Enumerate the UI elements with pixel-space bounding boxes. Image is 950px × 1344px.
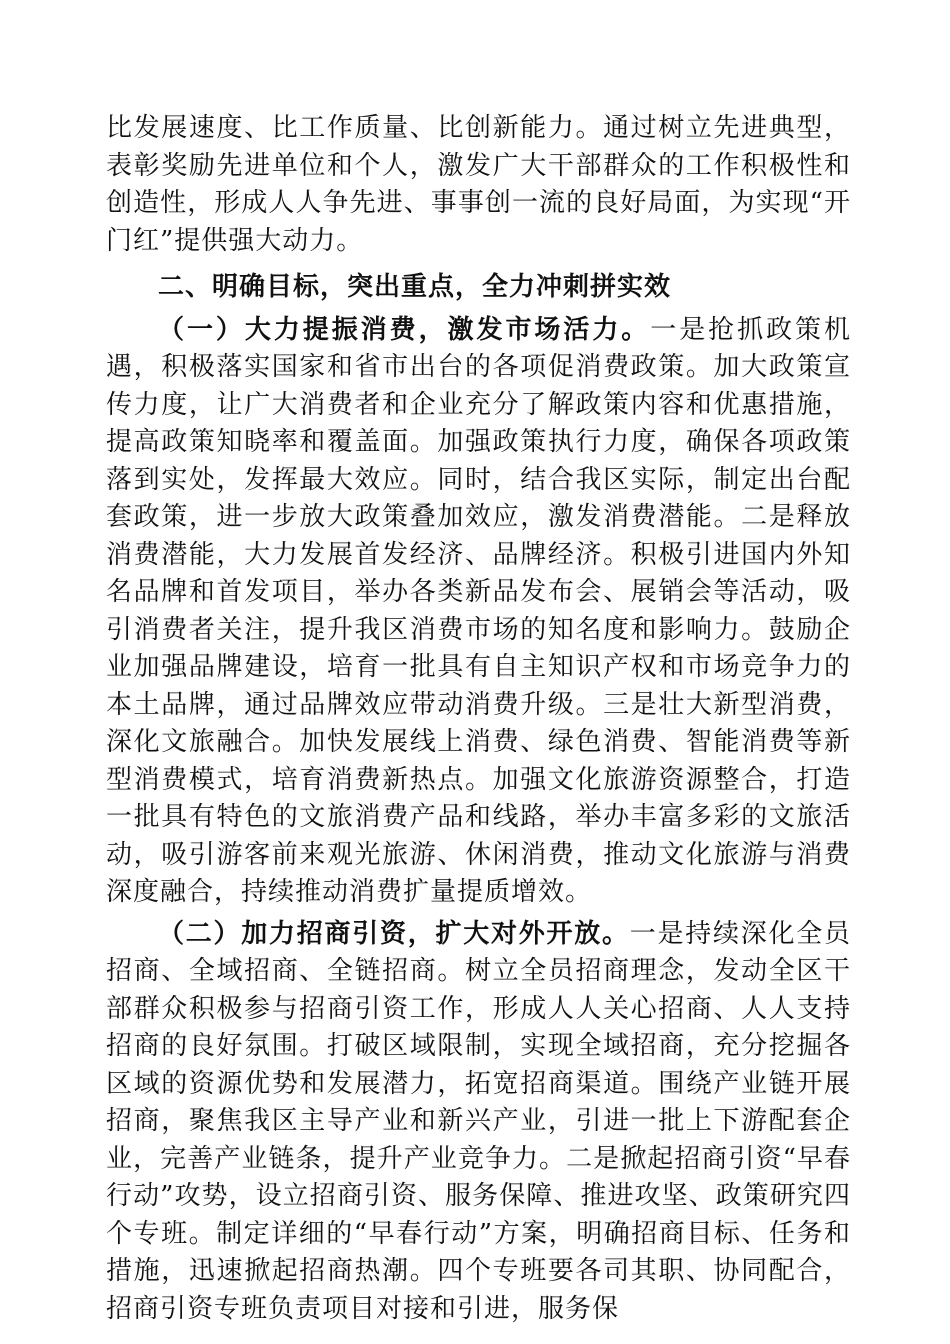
item-one-body: 一是抢抓政策机遇，积极落实国家和省市出台的各项促消费政策。加大政策宣传力度，让广大消费者和企业充分了解政策内容和优惠措施，提高政策知晓率和覆盖面。加强政策执行力度，确保各项政策落到实处，发挥最大效应。同时，结合我区实际，制定出台配套政策，进一步放大政策叠加效应，激发消费潜能。二是释放消费潜能，大力发展首发经济、品牌经济。积极引进国内外知名品牌和首发项目，举办各类新品发布会、展销会等活动，吸引消费者关注，提升我区消费市场的知名度和影响力。鼓励企业加强品牌建设，培育一批具有自主知识产权和市场竞争力的本土品牌，通过品牌效应带动消费升级。三是壮大新型消费，深化文旅融合。加快发展线上消费、绿色消费、智能消费等新型消费模式，培育消费新热点。加强文化旅游资源整合，打造一批具有特色的文旅消费产品和线路，举办丰富多彩的文旅活动，吸引游客前来观光旅游、休闲消费，推动文化旅游与消费深度融合，持续推动消费扩量提质增效。 (106, 314, 851, 907)
document-body (106, 110, 851, 1328)
item-one-lead: （一）大力提振消费，激发市场活力。 (158, 314, 651, 345)
intro-paragraph: 比发展速度、比工作质量、比创新能力。通过树立先进典型，表彰奖励先进单位和个人，激发广大干部群众的工作积极性和创造性，形成人人争先进、事事创一流的良好局面，为实现“开门红”提供强大动力。 (106, 113, 851, 256)
item-one-paragraph (106, 312, 851, 912)
section-heading: 二、明确目标，突出重点，全力冲刺拼实效 (158, 272, 672, 302)
item-two-paragraph (106, 916, 851, 1329)
item-two-body: 一是持续深化全员招商、全域招商、全链招商。树立全员招商理念，发动全区干部群众积极参与招商引资工作，形成人人关心招商、人人支持招商的良好氛围。打破区域限制，实现全域招商，充分挖掘各区域的资源优势和发展潜力，拓宽招商渠道。围绕产业链开展招商，聚焦我区主导产业和新兴产业，引进一批上下游配套企业，完善产业链条，提升产业竞争力。二是掀起招商引资“早春行动”攻势，设立招商引资、服务保障、推进攻坚、政策研究四个专班。制定详细的“早春行动”方案，明确招商目标、任务和措施，迅速掀起招商热潮。四个专班要各司其职、协同配合，招商引资专班负责项目对接和引进，服务保 (106, 918, 851, 1324)
item-two-lead: （二）加力招商引资，扩大对外开放。 (158, 918, 630, 949)
